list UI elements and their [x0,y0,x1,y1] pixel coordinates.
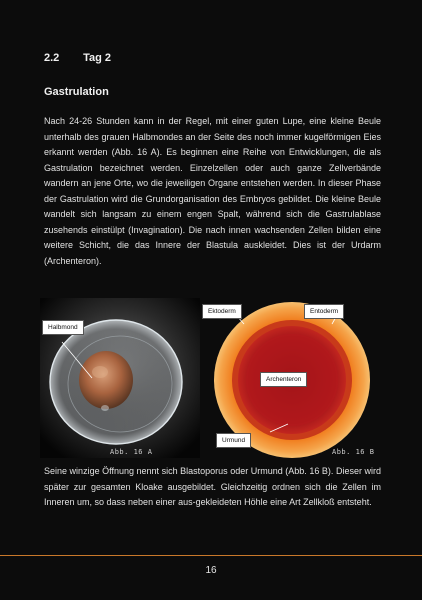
label-entoderm: Entoderm [304,304,344,319]
figure-16b [200,298,390,458]
footer-divider [0,555,422,556]
paragraph-2: Seine winzige Öffnung nennt sich Blastoporus oder Urmund (Abb. 16 B). Dieser wird später zur gesamten Kloake ausgebildet. Gleichzeitig ordnen sich die Zellen im Inneren um, so dass neben einer aus-gekleideten Höhle eine Art Zellkloß entsteht. [44,466,381,507]
label-ektoderm: Ektoderm [202,304,242,319]
label-halbmond: Halbmond [42,320,84,335]
section-number: 2.2 [44,52,60,64]
caption-16a: Abb. 16 A [110,448,153,456]
label-archenteron: Archenteron [260,372,307,387]
page-number: 16 [205,565,217,576]
paragraph-1: Nach 24-26 Stunden kann in der Regel, mit einer guten Lupe, eine kleine Beule unterhalb des grauen Halbmondes an der Seite des noch immer kugelförmigen Eies erkannt werden (Abb. 16 A). Es beginnen eine Reihe von Entwicklungen, die als Gastrulation bezeichnet werden. Einzelzellen oder auch ganze Zellverbände wandern an jene Orte, wo die jeweiligen Organe entstehen werden. In dieser Phase der Gastrulation wird die Grundorganisation des Embryos gebildet. Die kleine Beule wandelt sich langsam zu einem engen Spalt, während sich die Gastrulablase zusehends einstülpt (Invagination). Die nach innen wachsenden Zellen bilden eine weitere Schicht, die das Innere der Blastula auskleidet. Dies ist der Urdarm (Archenteron). [44,116,381,266]
section-title: Tag 2 [83,52,111,64]
caption-16b: Abb. 16 B [332,448,375,456]
section-heading [44,52,111,64]
figure-16a [40,298,200,458]
label-urmund: Urmund [216,433,251,448]
subheading: Gastrulation [44,86,109,98]
